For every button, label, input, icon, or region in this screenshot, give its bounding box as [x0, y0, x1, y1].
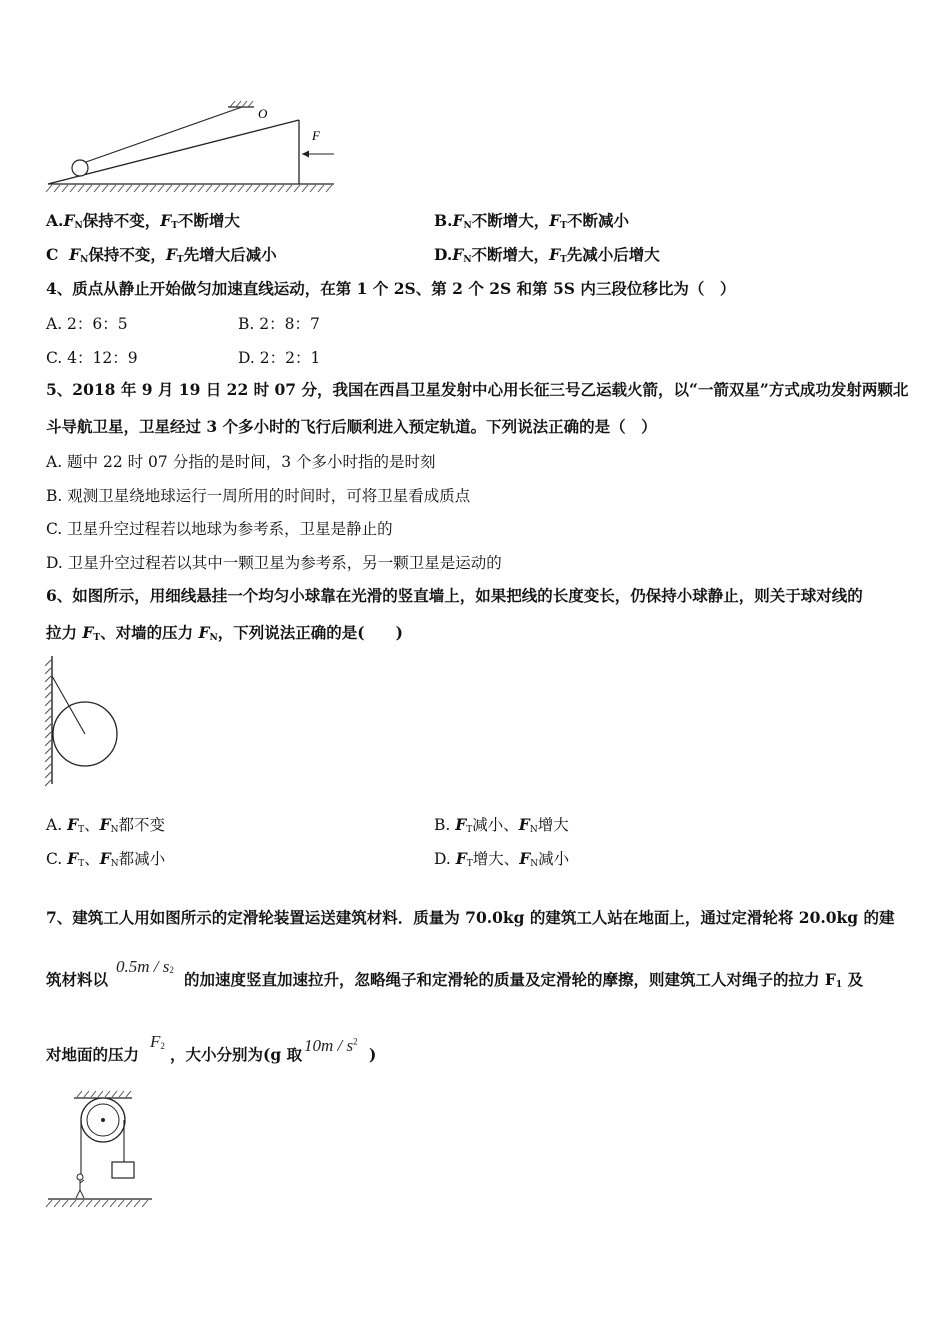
q6-option-c: C. $F_T$、$F_N$都减小 — [46, 849, 166, 869]
q6-option-a: A. $F_T$、$F_N$都不变 — [46, 815, 166, 835]
formula-f2: $F_2$ — [150, 1032, 165, 1051]
incline-figure — [44, 96, 344, 196]
q4-option-d: D. 2：2：1 — [238, 349, 321, 367]
q5-option-b: B. 观测卫星绕地球运行一周所用的时间时，可将卫星看成质点 — [46, 487, 471, 505]
q3-option-b: $B.F_N$不断增大，$F_T$不断减小 — [434, 211, 629, 231]
q5-stem-line2: 斗导航卫星，卫星经过 3 个多小时的飞行后顺利进入预定轨道。下列说法正确的是（ ） — [46, 417, 657, 436]
q3-option-a: $A.F_N$保持不变，$F_T$不断增大 — [46, 211, 240, 231]
q5-option-a: A. 题中 22 时 07 分指的是时间，3 个多小时指的是时刻 — [46, 453, 436, 471]
q3-option-c: C $F_N$保持不变，$F_T$先增大后减小 — [46, 245, 277, 265]
q7-stem-line3-b: ，大小分别为(g 取 — [170, 1045, 303, 1064]
wall-ball-figure — [40, 654, 130, 788]
q3-option-d: $D.F_N$不断增大，$F_T$先减小后增大 — [434, 245, 660, 265]
q4-stem: 4、质点从静止开始做匀加速直线运动，在第 1 个 2S、第 2 个 2S 和第 5S 内三段位移比为（ ） — [46, 279, 736, 298]
q7-stem-line3-a: 对地面的压力 — [46, 1045, 140, 1064]
pulley-figure — [44, 1088, 160, 1212]
q5-option-c: C. 卫星升空过程若以地球为参考系，卫星是静止的 — [46, 520, 393, 538]
q6-stem-line2: 拉力 $F_T$、对墙的压力 $F_N$，下列说法正确的是( ) — [46, 623, 403, 643]
q7-stem-line3-c: ) — [369, 1045, 377, 1064]
q7-stem-line2-a: 筑材料以 — [46, 970, 109, 989]
label-f: F — [312, 128, 320, 143]
q4-option-a: A. 2：6：5 — [46, 315, 128, 333]
q7-stem-line1: 7、建筑工人用如图所示的定滑轮装置运送建筑材料．质量为 70.0kg 的建筑工人站在地面上，通过定滑轮将 20.0kg 的建 — [46, 908, 895, 927]
q5-option-d: D. 卫星升空过程若以其中一颗卫星为参考系，另一颗卫星是运动的 — [46, 554, 502, 572]
label-o: O — [258, 106, 268, 121]
q5-stem-line1: 5、2018 年 9 月 19 日 22 时 07 分，我国在西昌卫星发射中心用长征三号乙运载火箭，以“一箭双星”方式成功发射两颗北 — [46, 380, 909, 399]
formula-acceleration: $0.5m / s^2$ — [116, 957, 174, 976]
q6-option-d: D. $F_T$增大、$F_N$减小 — [434, 849, 570, 869]
q6-option-b: B. $F_T$减小、$F_N$增大 — [434, 815, 569, 835]
q4-option-b: B. 2：8：7 — [238, 315, 320, 333]
q6-stem-line1: 6、如图所示，用细线悬挂一个均匀小球靠在光滑的竖直墙上，如果把线的长度变长，仍保持小球静止，则关于球对线的 — [46, 586, 863, 605]
formula-g: $10m / s^2$ — [304, 1036, 358, 1055]
q7-stem-line2-b: 的加速度竖直加速拉升，忽略绳子和定滑轮的质量及定滑轮的摩擦，则建筑工人对绳子的拉力 $F_1$ 及 — [184, 970, 864, 990]
q4-option-c: C. 4：12：9 — [46, 349, 138, 367]
